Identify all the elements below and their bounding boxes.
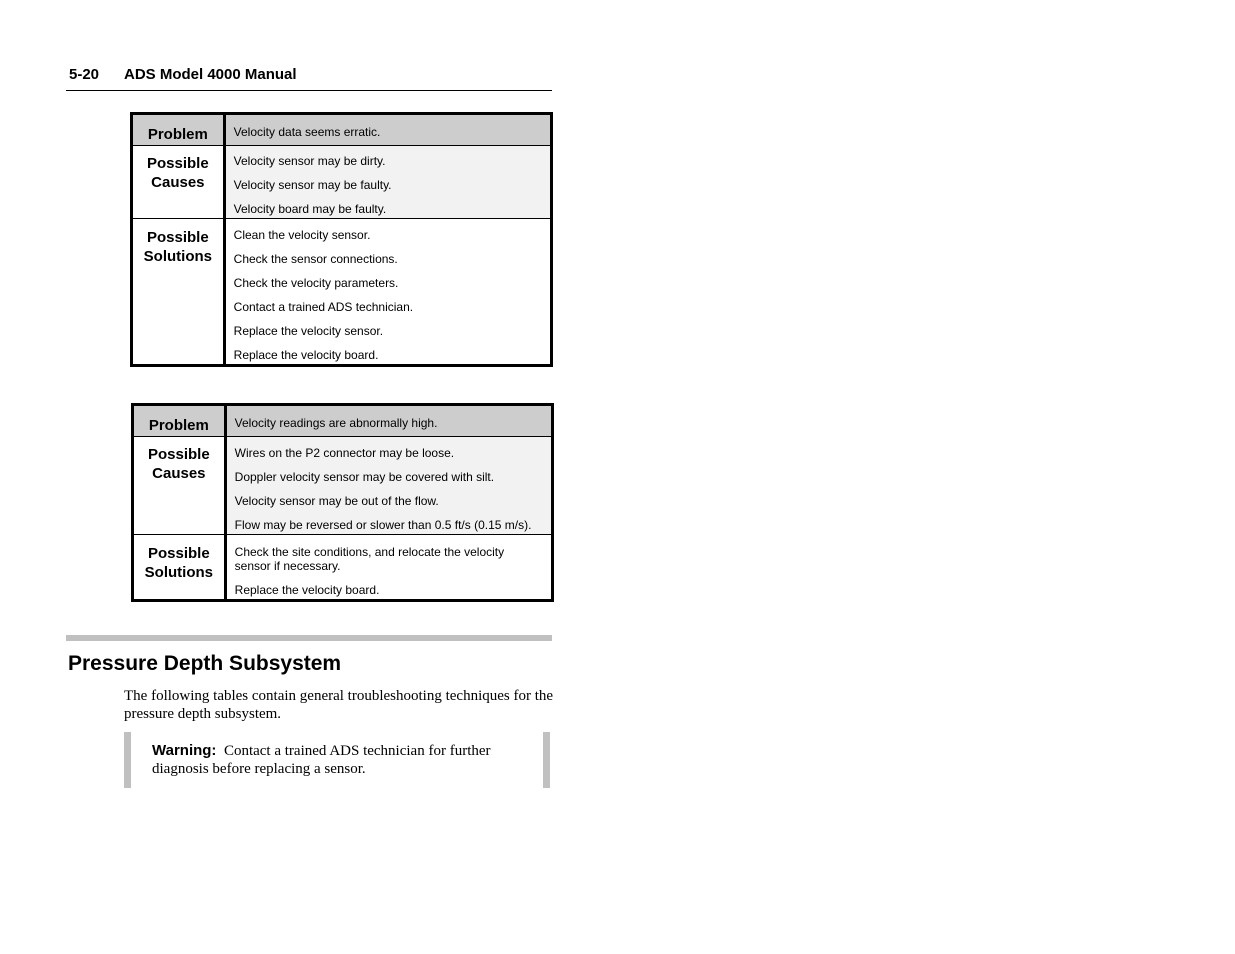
manual-title: ADS Model 4000 Manual	[124, 66, 297, 83]
causes-list	[224, 146, 551, 219]
list-item: Velocity board may be faulty.	[233, 202, 387, 216]
problem-text: Velocity data seems erratic.	[224, 114, 551, 146]
list-item: Doppler velocity sensor may be covered with silt.	[234, 470, 495, 484]
troubleshooting-table-erratic	[130, 112, 553, 367]
causes-row	[133, 437, 553, 535]
list-item: Replace the velocity board.	[233, 348, 379, 362]
solutions-label: Possible Solutions	[132, 219, 225, 366]
warning-label: Warning:	[152, 742, 217, 759]
list-item: Velocity sensor may be dirty.	[233, 154, 386, 168]
troubleshooting-table-high	[131, 403, 554, 602]
solutions-list	[224, 219, 551, 366]
causes-row	[132, 146, 552, 219]
list-item: Velocity sensor may be out of the flow.	[234, 494, 439, 508]
solutions-label: Possible Solutions	[133, 535, 226, 601]
problem-row	[132, 114, 552, 146]
list-item: Velocity sensor may be faulty.	[233, 178, 392, 192]
warning-box	[124, 732, 550, 788]
list-item: Wires on the P2 connector may be loose.	[234, 446, 455, 460]
causes-label: Possible Causes	[133, 437, 226, 535]
section-title: Pressure Depth Subsystem	[68, 652, 342, 675]
list-item: Check the velocity parameters.	[233, 276, 399, 290]
problem-text: Velocity readings are abnormally high.	[225, 405, 552, 437]
list-item: Replace the velocity sensor.	[233, 324, 384, 338]
section-intro: The following tables contain general troubleshooting techniques for the pressure depth subsystem.	[124, 688, 554, 722]
causes-label: Possible Causes	[132, 146, 225, 219]
warning-text: Contact a trained ADS technician for further diagnosis before replacing a sensor.	[152, 743, 491, 777]
problem-label: Problem	[132, 114, 225, 146]
list-item: Check the sensor connections.	[233, 252, 398, 266]
solutions-row	[132, 219, 552, 366]
page-header	[66, 64, 552, 91]
problem-row	[133, 405, 553, 437]
problem-label: Problem	[133, 405, 226, 437]
warning-text-block	[152, 742, 532, 778]
section-divider	[66, 635, 552, 641]
solutions-row	[133, 535, 553, 601]
list-item: Check the site conditions, and relocate the velocity sensor if necessary.	[234, 545, 505, 573]
causes-list	[225, 437, 552, 535]
list-item: Clean the velocity sensor.	[233, 228, 371, 242]
list-item: Contact a trained ADS technician.	[233, 300, 414, 314]
page-number: 5-20	[69, 66, 100, 83]
list-item: Replace the velocity board.	[234, 583, 380, 597]
list-item: Flow may be reversed or slower than 0.5 ft/s (0.15 m/s).	[234, 518, 532, 532]
solutions-list	[225, 535, 552, 601]
